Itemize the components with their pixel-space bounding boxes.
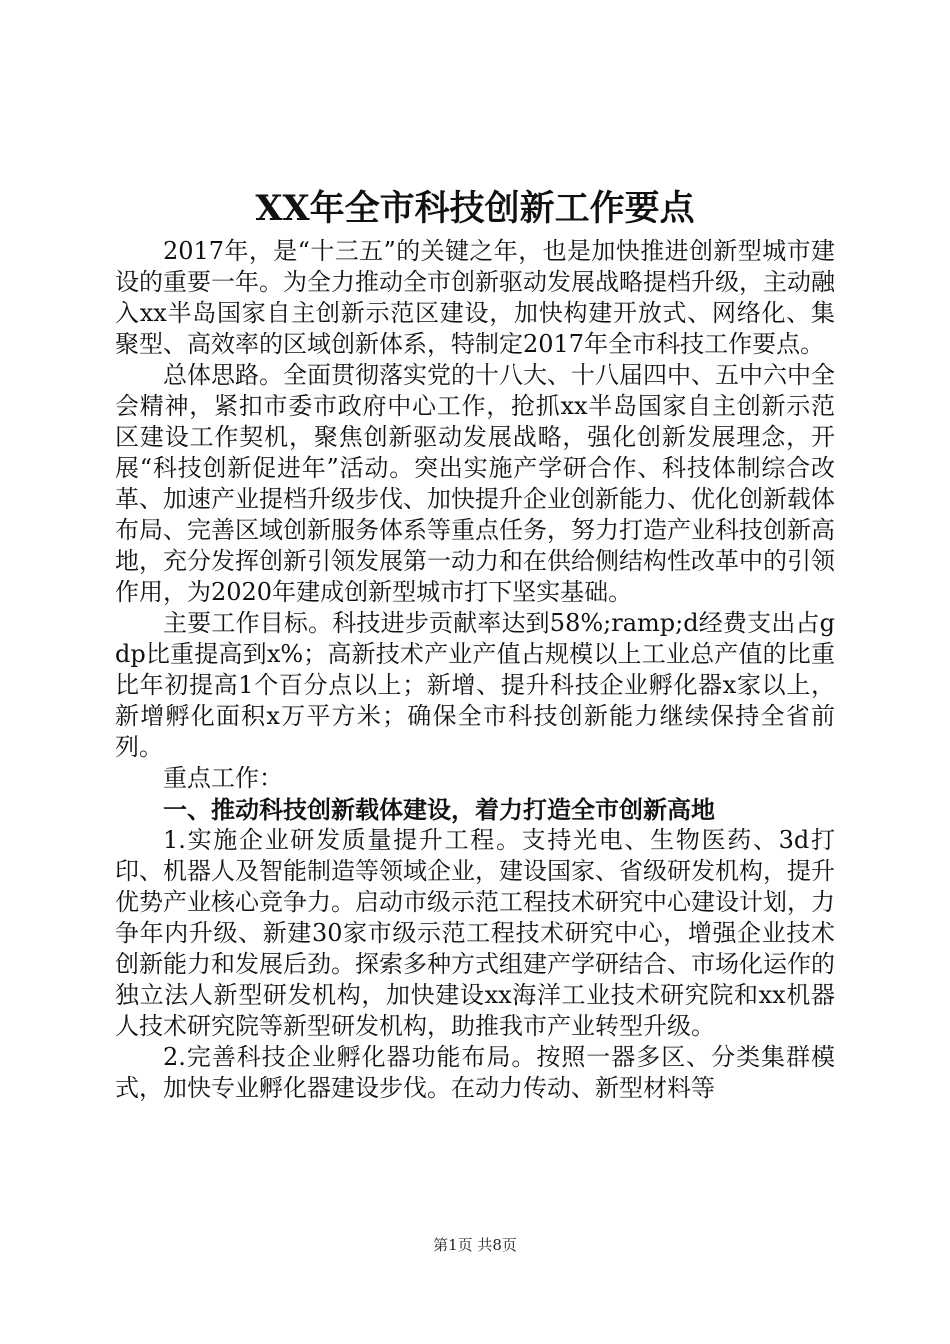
document-page bbox=[115, 182, 835, 1104]
page-footer: 第1页 共8页 bbox=[433, 1236, 517, 1254]
list-item: 2.完善科技企业孵化器功能布局。按照一器多区、分类集群模式，加快专业孵化器建设步伐。在动力传动、新型材料等 bbox=[115, 1043, 835, 1102]
intro-paragraph: 2017年，是“十三五”的关键之年，也是加快推进创新型城市建设的重要一年。为全力推动全市创新驱动发展战略提档升级，主动融入xx半岛国家自主创新示范区建设，加快构建开放式、网络化、集聚型、高效率的区域创新体系，特制定2017年全市科技工作要点。 bbox=[115, 237, 835, 358]
list-item: 1.实施企业研发质量提升工程。支持光电、生物医药、3d打印、机器人及智能制造等领域企业，建设国家、省级研发机构，提升优势产业核心竞争力。启动市级示范工程技术研究中心建设计划，力争年内升级、新建30家市级示范工程技术研究中心，增强企业技术创新能力和发展后劲。探索多种方式组建产学研结合、市场化运作的独立法人新型研发机构，加快建设xx海洋工业技术研究院和xx机器人技术研究院等新型研发机构，助推我市产业转型升级。 bbox=[115, 826, 835, 1040]
overall-approach-paragraph: 总体思路。全面贯彻落实党的十八大、十八届四中、五中六中全会精神，紧扣市委市政府中心工作，抢抓xx半岛国家自主创新示范区建设工作契机，聚焦创新驱动发展战略，强化创新发展理念，开展“科技创新促进年”活动。突出实施产学研合作、科技体制综合改革、加速产业提档升级步伐、加快提升企业创新能力、优化创新载体布局、完善区域创新服务体系等重点任务，努力打造产业科技创新高地，充分发挥创新引领发展第一动力和在供给侧结构性改革中的引领作用，为2020年建成创新型城市打下坚实基础。 bbox=[115, 361, 835, 606]
main-goals-paragraph: 主要工作目标。科技进步贡献率达到58%;ramp;d经费支出占gdp比重提高到x%；高新技术产业产值占规模以上工业总产值的比重比年初提高1个百分点以上；新增、提升科技企业孵化器x家以上，新增孵化面积x万平方米；确保全市科技创新能力继续保持全省前列。 bbox=[115, 609, 835, 761]
key-work-label: 重点工作： bbox=[163, 764, 283, 792]
section-heading: 一、推动科技创新载体建设，着力打造全市创新高地 bbox=[163, 795, 715, 824]
document-title: XX年全市科技创新工作要点 bbox=[255, 188, 695, 229]
